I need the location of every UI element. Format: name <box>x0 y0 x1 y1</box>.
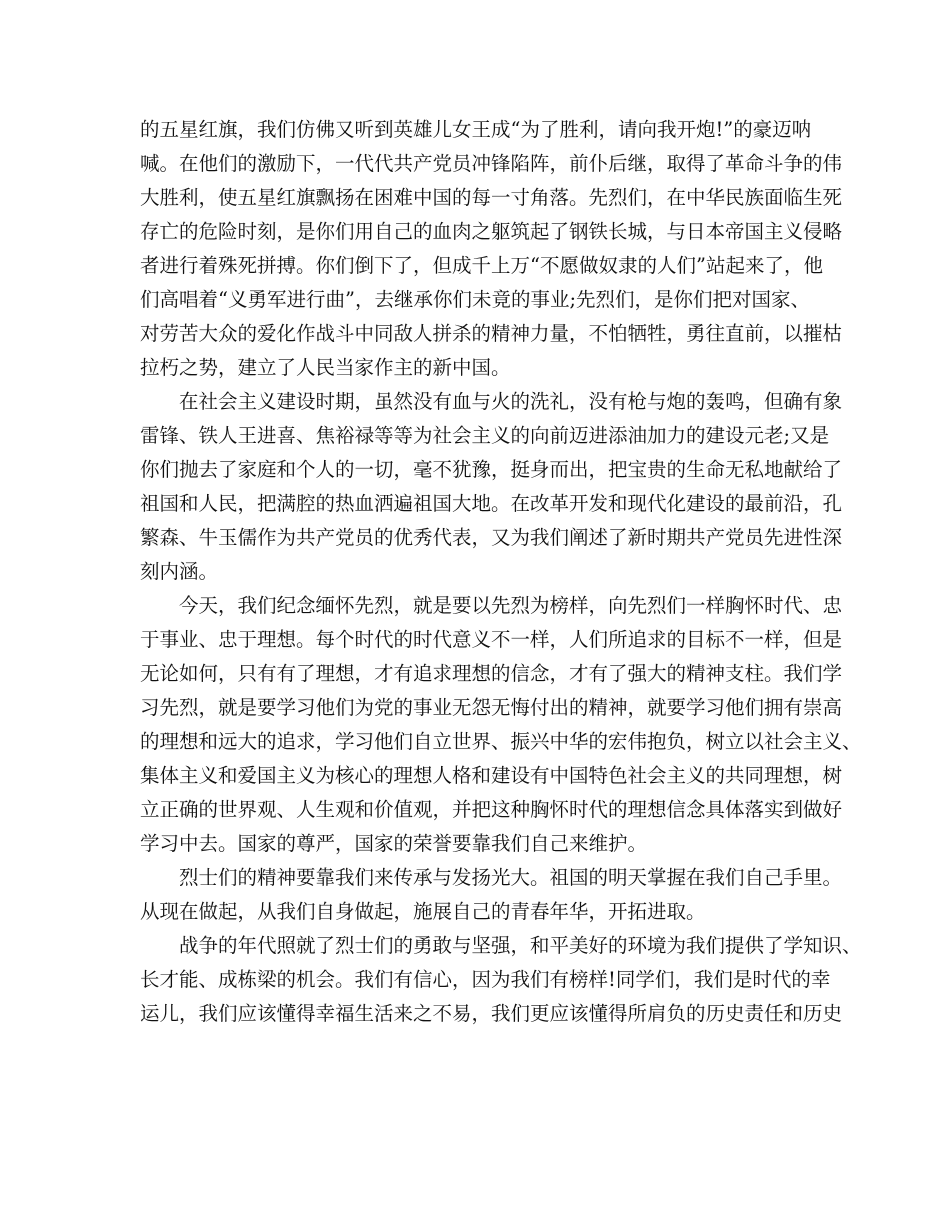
text-line: 在社会主义建设时期，虽然没有血与火的洗礼，没有枪与炮的轰鸣，但确有象 <box>179 390 843 413</box>
text-line: 存亡的危险时刻，是你们用自己的血肉之躯筑起了钢铁长城，与日本帝国主义侵略 <box>140 220 843 243</box>
text-line: 拉朽之势，建立了人民当家作主的新中国。 <box>140 356 511 379</box>
text-line: 们高唱着“义勇军进行曲”，去继承你们未竟的事业;先烈们，是你们把对国家、 <box>140 288 811 311</box>
text-line: 喊。在他们的激励下，一代代共产党员冲锋陷阵，前仆后继，取得了革命斗争的伟 <box>140 152 843 175</box>
text-line: 无论如何，只有有了理想，才有追求理想的信念，才有了强大的精神支柱。我们学 <box>140 662 843 685</box>
text-line: 雷锋、铁人王进喜、焦裕禄等等为社会主义的向前迈进添油加力的建设元老;又是 <box>140 424 830 447</box>
text-line: 今天，我们纪念缅怀先烈，就是要以先烈为榜样，向先烈们一样胸怀时代、忠 <box>179 594 843 617</box>
text-line: 习先烈，就是要学习他们为党的事业无怨无悔付出的精神，就要学习他们拥有崇高 <box>140 696 843 719</box>
text-line: 你们抛去了家庭和个人的一切，毫不犹豫，挺身而出，把宝贵的生命无私地献给了 <box>140 458 843 481</box>
text-line: 烈士们的精神要靠我们来传承与发扬光大。祖国的明天掌握在我们自己手里。 <box>179 866 843 889</box>
document-body <box>140 115 862 1033</box>
text-line: 的五星红旗，我们仿佛又听到英雄儿女王成“为了胜利，请向我开炮!”的豪迈呐 <box>140 118 812 141</box>
text-line: 战争的年代照就了烈士们的勇敢与坚强，和平美好的环境为我们提供了学知识、 <box>179 934 862 957</box>
text-line: 运儿，我们应该懂得幸福生活来之不易，我们更应该懂得所肩负的历史责任和历史 <box>140 1002 843 1025</box>
text-line: 者进行着殊死拼搏。你们倒下了，但成千上万“不愿做奴隶的人们”站起来了，他 <box>140 254 823 277</box>
text-line: 于事业、忠于理想。每个时代的时代意义不一样，人们所追求的目标不一样，但是 <box>140 628 843 651</box>
text-line: 集体主义和爱国主义为核心的理想人格和建设有中国特色社会主义的共同理想，树 <box>140 764 843 787</box>
text-line: 繁森、牛玉儒作为共产党员的优秀代表，又为我们阐述了新时期共产党员先进性深 <box>140 526 843 549</box>
text-line: 学习中去。国家的尊严，国家的荣誉要靠我们自己来维护。 <box>140 832 648 855</box>
text-line: 对劳苦大众的爱化作战斗中同敌人拼杀的精神力量，不怕牺牲，勇往直前，以摧枯 <box>140 322 843 345</box>
text-line: 大胜利，使五星红旗飘扬在困难中国的每一寸角落。先烈们，在中华民族面临生死 <box>140 186 843 209</box>
text-line: 从现在做起，从我们自身做起，施展自己的青春年华，开拓进取。 <box>140 900 706 923</box>
text-line: 的理想和远大的追求，学习他们自立世界、振兴中华的宏伟抱负，树立以社会主义、 <box>140 730 862 753</box>
text-line: 立正确的世界观、人生观和价值观，并把这种胸怀时代的理想信念具体落实到做好 <box>140 798 843 821</box>
text-line: 长才能、成栋梁的机会。我们有信心，因为我们有榜样!同学们，我们是时代的幸 <box>140 968 831 991</box>
text-line: 刻内涵。 <box>140 560 219 583</box>
text-line: 祖国和人民，把满腔的热血洒遍祖国大地。在改革开发和现代化建设的最前沿，孔 <box>140 492 843 515</box>
